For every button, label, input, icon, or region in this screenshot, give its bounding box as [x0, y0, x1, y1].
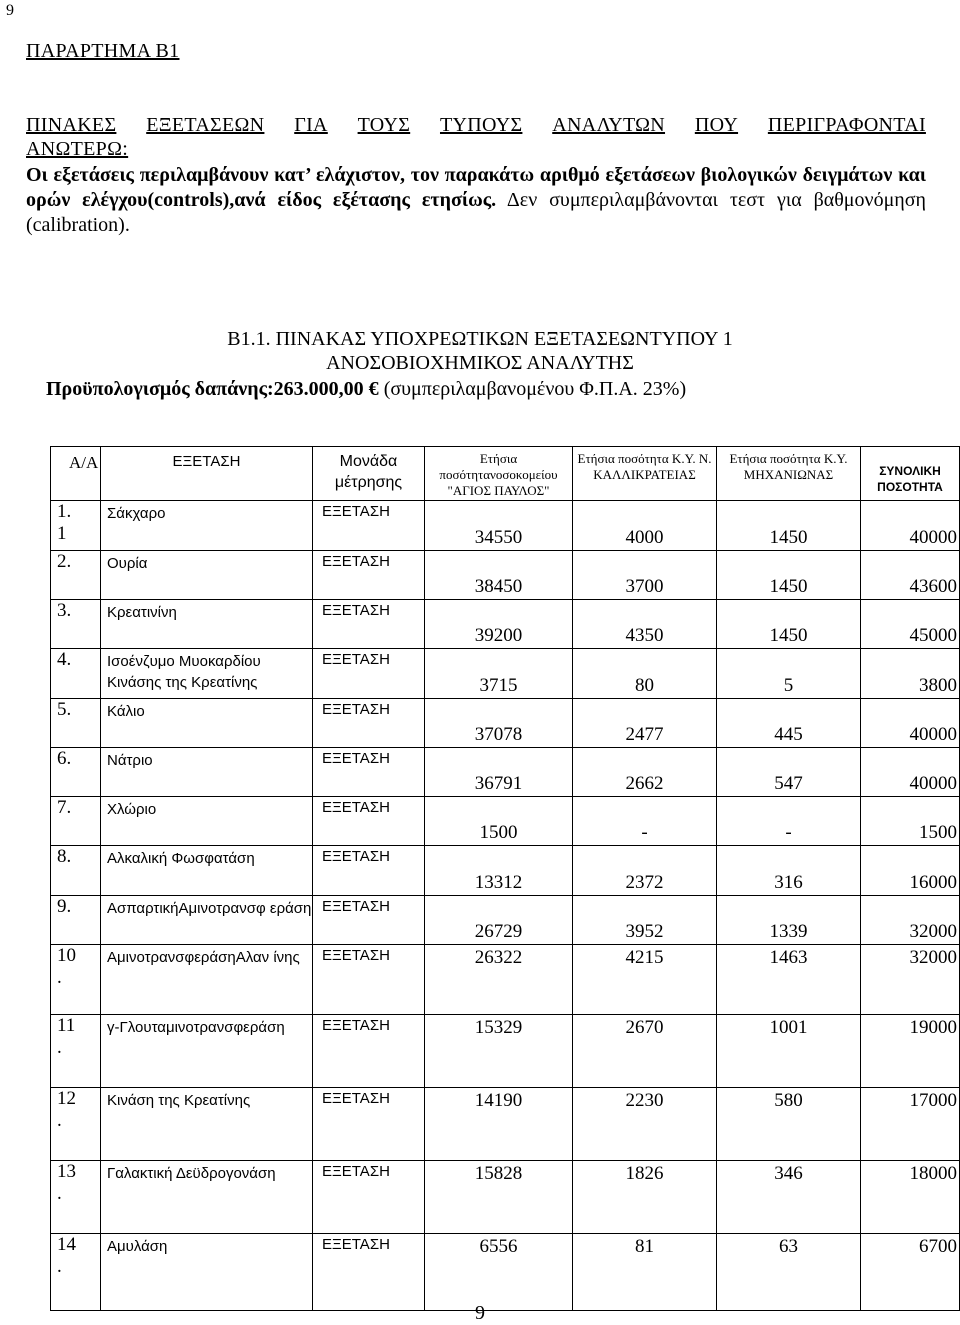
exam-name: ΑμινοτρανσφεράσηΑλαν ίνης	[101, 945, 313, 1015]
qty-kallikrateias: 3700	[573, 551, 717, 600]
row-number: 8.	[51, 846, 101, 896]
section-heading-continuation: ΑΝΩΤΕΡΩ:	[26, 138, 129, 160]
unit-of-measure: ΕΞΕΤΑΣΗ	[313, 1234, 425, 1311]
qty-total: 40000	[861, 748, 960, 797]
table-row	[51, 1161, 960, 1234]
qty-agios-pavlos: 15329	[425, 1015, 573, 1088]
qty-agios-pavlos: 34550	[425, 501, 573, 551]
qty-kallikrateias: 2372	[573, 846, 717, 896]
appendix-title: ΠΑΡΑΡΤΗΜΑ Β1	[26, 40, 180, 62]
qty-agios-pavlos: 6556	[425, 1234, 573, 1311]
qty-kallikrateias: -	[573, 797, 717, 846]
row-number: 14 .	[51, 1234, 101, 1311]
unit-of-measure: ΕΞΕΤΑΣΗ	[313, 1015, 425, 1088]
header-aa: Α/Α	[51, 447, 101, 501]
qty-kallikrateias: 2662	[573, 748, 717, 797]
table-row	[51, 797, 960, 846]
header-unit: Μονάδα μέτρησης	[313, 447, 425, 501]
qty-agios-pavlos: 1500	[425, 797, 573, 846]
qty-kallikrateias: 81	[573, 1234, 717, 1311]
heading-word: ΑΝΑΛΥΤΩΝ	[552, 114, 666, 136]
heading-word: ΠΕΡΙΓΡΑΦΟΝΤΑΙ	[767, 114, 926, 136]
heading-word: ΤΟΥΣ	[357, 114, 411, 136]
qty-kallikrateias: 4350	[573, 600, 717, 649]
header-total: ΣΥΝΟΛΙΚΗ ΠΟΣΟΤΗΤΑ	[861, 447, 960, 501]
qty-agios-pavlos: 37078	[425, 699, 573, 748]
page-number-top: 9	[6, 2, 14, 19]
header-ky-kallikrateias: Ετήσια ποσότητα Κ.Υ. Ν. ΚΑΛΛΙΚΡΑΤΕΙΑΣ	[573, 447, 717, 501]
qty-total: 6700	[861, 1234, 960, 1311]
qty-michanionas: 580	[717, 1088, 861, 1161]
header-hospital-agios-pavlos: Ετήσια ποσότητανοσοκομείου "ΑΓΙΟΣ ΠΑΥΛΟΣ"	[425, 447, 573, 501]
row-number: 13 .	[51, 1161, 101, 1234]
qty-michanionas: 63	[717, 1234, 861, 1311]
exam-name: Νάτριο	[101, 748, 313, 797]
exam-name: Ισοένζυμο Μυοκαρδίου Κινάσης της Κρεατίνης	[101, 649, 313, 699]
table-row	[51, 846, 960, 896]
qty-michanionas: 1450	[717, 551, 861, 600]
table-row	[51, 600, 960, 649]
qty-agios-pavlos: 39200	[425, 600, 573, 649]
intro-paragraph	[26, 163, 926, 238]
table-row	[51, 699, 960, 748]
qty-kallikrateias: 4215	[573, 945, 717, 1015]
table-row	[51, 945, 960, 1015]
qty-kallikrateias: 2670	[573, 1015, 717, 1088]
unit-of-measure: ΕΞΕΤΑΣΗ	[313, 551, 425, 600]
qty-michanionas: 1339	[717, 896, 861, 945]
qty-michanionas: 316	[717, 846, 861, 896]
unit-of-measure: ΕΞΕΤΑΣΗ	[313, 797, 425, 846]
exam-name: Αλκαλική Φωσφατάση	[101, 846, 313, 896]
qty-kallikrateias: 3952	[573, 896, 717, 945]
table-row	[51, 748, 960, 797]
qty-total: 40000	[861, 699, 960, 748]
heading-word: ΕΞΕΤΑΣΕΩΝ	[146, 114, 265, 136]
heading-word: ΠΟΥ	[694, 114, 739, 136]
qty-michanionas: 5	[717, 649, 861, 699]
section-heading	[26, 114, 926, 137]
row-number: 6.	[51, 748, 101, 797]
qty-agios-pavlos: 26322	[425, 945, 573, 1015]
qty-kallikrateias: 4000	[573, 501, 717, 551]
unit-of-measure: ΕΞΕΤΑΣΗ	[313, 1161, 425, 1234]
unit-of-measure: ΕΞΕΤΑΣΗ	[313, 846, 425, 896]
qty-michanionas: 1450	[717, 501, 861, 551]
qty-agios-pavlos: 15828	[425, 1161, 573, 1234]
qty-total: 1500	[861, 797, 960, 846]
row-number: 12 .	[51, 1088, 101, 1161]
exam-name: Κάλιο	[101, 699, 313, 748]
page-number-bottom: 9	[475, 1302, 485, 1324]
qty-michanionas: 445	[717, 699, 861, 748]
exam-name: ΑσπαρτικήΑμινοτρανσφ εράση	[101, 896, 313, 945]
table-header-row	[51, 447, 960, 501]
qty-total: 3800	[861, 649, 960, 699]
table-title: Β1.1. ΠΙΝΑΚΑΣ ΥΠΟΧΡΕΩΤΙΚΩΝ ΕΞΕΤΑΣΕΩΝΤΥΠΟΥ 1	[227, 328, 733, 350]
table-row	[51, 1015, 960, 1088]
row-number: 10 .	[51, 945, 101, 1015]
qty-total: 17000	[861, 1088, 960, 1161]
qty-total: 18000	[861, 1161, 960, 1234]
unit-of-measure: ΕΞΕΤΑΣΗ	[313, 945, 425, 1015]
row-number: 11 .	[51, 1015, 101, 1088]
qty-agios-pavlos: 26729	[425, 896, 573, 945]
exam-quantities-table	[50, 446, 960, 1311]
qty-kallikrateias: 2477	[573, 699, 717, 748]
row-number: 4.	[51, 649, 101, 699]
row-number: 2.	[51, 551, 101, 600]
heading-word: ΤΥΠΟΥΣ	[439, 114, 523, 136]
qty-agios-pavlos: 13312	[425, 846, 573, 896]
qty-total: 32000	[861, 896, 960, 945]
qty-agios-pavlos: 38450	[425, 551, 573, 600]
table-row	[51, 501, 960, 551]
table-subtitle: ΑΝΟΣΟΒΙΟΧΗΜΙΚΟΣ ΑΝΑΛΥΤΗΣ	[326, 352, 634, 374]
header-exam: ΕΞΕΤΑΣΗ	[101, 447, 313, 501]
header-ky-michanionas: Ετήσια ποσότητα Κ.Υ. ΜΗΧΑΝΙΩΝΑΣ	[717, 447, 861, 501]
qty-total: 40000	[861, 501, 960, 551]
qty-michanionas: 1001	[717, 1015, 861, 1088]
qty-total: 19000	[861, 1015, 960, 1088]
intro-bold-text: Οι εξετάσεις περιλαμβάνουν κατ’ ελάχιστον, τον παρακάτω αριθμό εξετάσεων βιολογικών δειγμάτων και ορών ελέγχου(controls),ανά είδος εξέτασης ετησίως.	[26, 164, 926, 211]
qty-kallikrateias: 1826	[573, 1161, 717, 1234]
unit-of-measure: ΕΞΕΤΑΣΗ	[313, 896, 425, 945]
qty-total: 45000	[861, 600, 960, 649]
intro-normal-text: Δεν συμπεριλαμβάνονται τεστ για βαθμονόμηση (calibration).	[26, 189, 926, 236]
qty-total: 32000	[861, 945, 960, 1015]
exam-name: Σάκχαρο	[101, 501, 313, 551]
exam-name: Κινάση της Κρεατίνης	[101, 1088, 313, 1161]
unit-of-measure: ΕΞΕΤΑΣΗ	[313, 600, 425, 649]
qty-michanionas: 1463	[717, 945, 861, 1015]
unit-of-measure: ΕΞΕΤΑΣΗ	[313, 649, 425, 699]
exam-name: Χλώριο	[101, 797, 313, 846]
budget-vat-note: (συμπεριλαμβανομένου Φ.Π.Α. 23%)	[378, 378, 687, 400]
qty-michanionas: 1450	[717, 600, 861, 649]
row-number: 5.	[51, 699, 101, 748]
exam-name: Αμυλάση	[101, 1234, 313, 1311]
qty-agios-pavlos: 14190	[425, 1088, 573, 1161]
qty-total: 16000	[861, 846, 960, 896]
row-number: 1. 1	[51, 501, 101, 551]
unit-of-measure: ΕΞΕΤΑΣΗ	[313, 501, 425, 551]
qty-agios-pavlos: 3715	[425, 649, 573, 699]
table-row	[51, 1234, 960, 1311]
qty-kallikrateias: 80	[573, 649, 717, 699]
row-number: 3.	[51, 600, 101, 649]
qty-michanionas: -	[717, 797, 861, 846]
table-row	[51, 896, 960, 945]
table-row	[51, 551, 960, 600]
budget-amount: Προϋπολογισμός δαπάνης:263.000,00 €	[46, 378, 379, 400]
exam-name: γ-Γλουταμινοτρανσφεράση	[101, 1015, 313, 1088]
exam-name: Κρεατινίνη	[101, 600, 313, 649]
table-row	[51, 1088, 960, 1161]
budget-line	[46, 378, 686, 401]
exam-name: Γαλακτική Δεϋδρογονάση	[101, 1161, 313, 1234]
unit-of-measure: ΕΞΕΤΑΣΗ	[313, 699, 425, 748]
qty-agios-pavlos: 36791	[425, 748, 573, 797]
qty-kallikrateias: 2230	[573, 1088, 717, 1161]
table-row	[51, 649, 960, 699]
qty-michanionas: 346	[717, 1161, 861, 1234]
exam-name: Ουρία	[101, 551, 313, 600]
heading-word: ΓΙΑ	[294, 114, 328, 136]
qty-michanionas: 547	[717, 748, 861, 797]
row-number: 7.	[51, 797, 101, 846]
row-number: 9.	[51, 896, 101, 945]
unit-of-measure: ΕΞΕΤΑΣΗ	[313, 748, 425, 797]
unit-of-measure: ΕΞΕΤΑΣΗ	[313, 1088, 425, 1161]
qty-total: 43600	[861, 551, 960, 600]
heading-word: ΠΙΝΑΚΕΣ	[26, 114, 117, 136]
